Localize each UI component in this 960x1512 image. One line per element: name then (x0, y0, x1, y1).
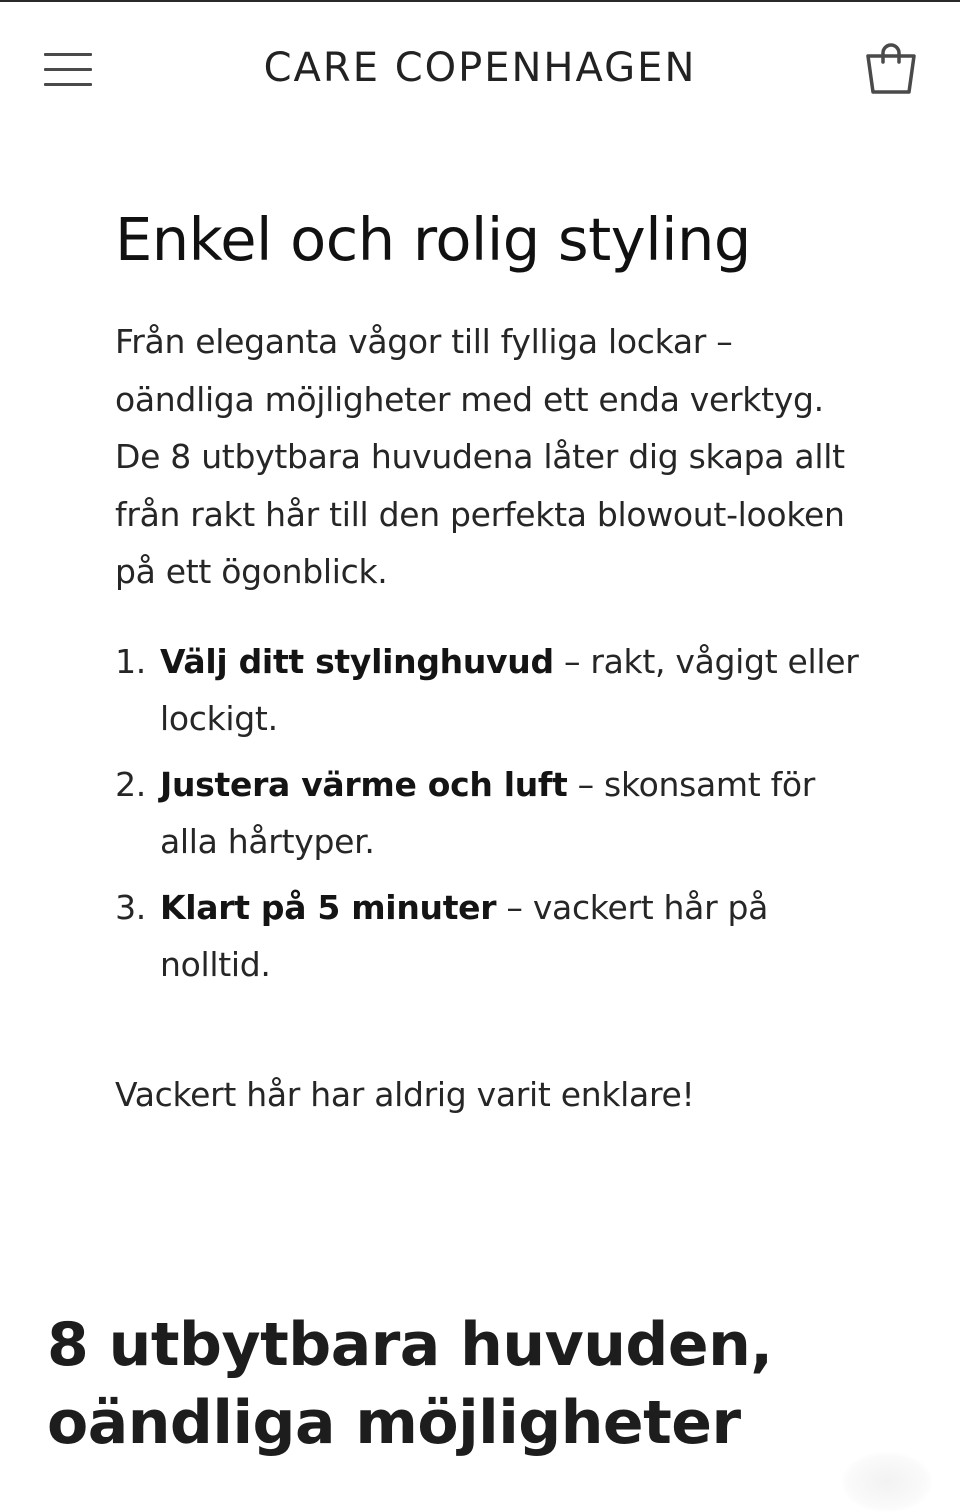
list-item (115, 633, 875, 747)
main-content (115, 200, 875, 1002)
step-title: Välj ditt stylinghuvud (160, 641, 554, 681)
steps-list (115, 633, 875, 993)
site-header (0, 2, 960, 132)
step-description: – rakt, vågigt eller lockigt. (160, 641, 859, 738)
intro-paragraph: Från eleganta vågor till fylliga lockar – oändliga möjligheter med ett enda verktyg. De 8 utbytbara huvudena låter dig skapa allt från rakt hår till den perfekta blowout-looken på ett ögonblick. (115, 322, 845, 591)
shopping-bag-svg (862, 42, 920, 98)
step-description: – skonsamt för alla hårtyper. (160, 764, 816, 861)
step-number: 2. (115, 764, 146, 804)
next-section-title-line2: oändliga möjligheter (47, 1388, 741, 1458)
shopping-bag-icon[interactable] (862, 42, 920, 98)
list-item (115, 879, 875, 993)
closing-text: Vackert hår har aldrig varit enklare! (115, 1075, 695, 1114)
step-description: – vackert hår på nolltid. (160, 887, 769, 984)
step-title: Justera värme och luft (160, 764, 568, 804)
next-section-title-line1: 8 utbytbara huvuden, (47, 1310, 773, 1380)
step-number: 3. (115, 887, 146, 927)
next-section-title (47, 1306, 927, 1462)
floating-button-shadow (842, 1452, 932, 1512)
list-item (115, 756, 875, 870)
step-number: 1. (115, 641, 146, 681)
brand-logo[interactable]: CARE COPENHAGEN (263, 45, 697, 91)
step-title: Klart på 5 minuter (160, 887, 497, 927)
section-title: Enkel och rolig styling (115, 205, 751, 274)
